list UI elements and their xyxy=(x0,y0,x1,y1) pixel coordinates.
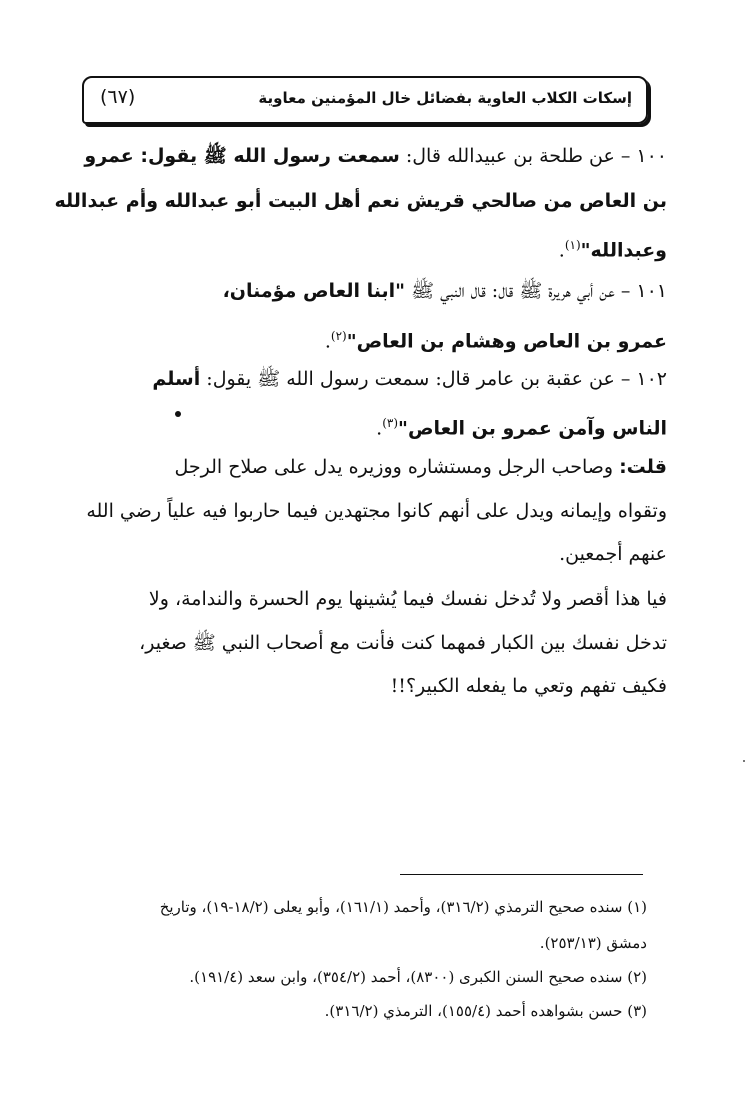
hadith-102-line1: ١٠٢ – عن عقبة بن عامر قال: سمعت رسول الله ﷺ يقول: أسلم xyxy=(152,368,667,390)
footnote-separator xyxy=(400,874,643,875)
footnote-1-line2: دمشق (٢٥٣/١٣). xyxy=(539,934,647,952)
closing-line3: فكيف تفهم وتعي ما يفعله الكبير؟!! xyxy=(390,675,667,697)
stray-ink-dot xyxy=(175,411,181,417)
page-number: (٦٧) xyxy=(100,86,136,108)
footnote-ref-2[interactable]: (٢) xyxy=(330,329,347,343)
qult-line1: قلت: وصاحب الرجل ومستشاره ووزيره يدل على صلاح الرجل xyxy=(174,456,667,478)
footnote-2: (٢) سنده صحيح السنن الكبرى (٨٣٠٠)، أحمد (٣٥٤/٢)، وابن سعد (١٩١/٤). xyxy=(189,968,647,986)
qult-line2: وتقواه وإيمانه ويدل على أنهم كانوا مجتهدين فيما حاربوا فيه علياً رضي الله xyxy=(86,500,667,522)
footnote-ref-1[interactable]: (١) xyxy=(564,238,581,252)
qult-line3: عنهم أجمعين. xyxy=(559,543,667,565)
closing-line1: فيا هذا أقصر ولا تُدخل نفسك فيما يُشينها يوم الحسرة والندامة، ولا xyxy=(148,588,667,610)
footnote-1-line1: (١) سنده صحيح الترمذي (٣١٦/٢)، وأحمد (١٦١/١)، وأبو يعلى (١٨/٢-١٩)، وتاريخ xyxy=(159,898,647,916)
scan-edge-mark xyxy=(743,760,745,762)
running-header xyxy=(82,76,648,124)
closing-line2: تدخل نفسك بين الكبار فمهما كنت فأنت مع أصحاب النبي ﷺ صغير، xyxy=(139,632,667,654)
header-title: إسكات الكلاب العاوية بفضائل خال المؤمنين معاوية xyxy=(258,89,632,107)
hadith-101-line1: ١٠١ – عن أبي هريرة ﷺ قال: قال النبي ﷺ "ابنا العاص مؤمنان، xyxy=(222,280,667,302)
hadith-100-line2: بن العاص من صالحي قريش نعم أهل البيت أبو عبدالله وأم عبدالله xyxy=(54,190,667,212)
hadith-102-line2: الناس وآمن عمرو بن العاص"$^{(٣)}$. xyxy=(376,416,667,440)
footnote-3: (٣) حسن بشواهده أحمد (١٥٥/٤)، الترمذي (٣١٦/٢). xyxy=(324,1002,647,1020)
hadith-101-line2: عمرو بن العاص وهشام بن العاص"$^{(٢)}$. xyxy=(324,329,667,353)
hadith-100-line1: ١٠٠ – عن طلحة بن عبيدالله قال: سمعت رسول الله ﷺ يقول: عمرو xyxy=(84,145,667,167)
hadith-100-line3: وعبدالله"$^{(١)}$. xyxy=(558,238,667,262)
footnote-ref-3[interactable]: (٣) xyxy=(382,416,399,430)
